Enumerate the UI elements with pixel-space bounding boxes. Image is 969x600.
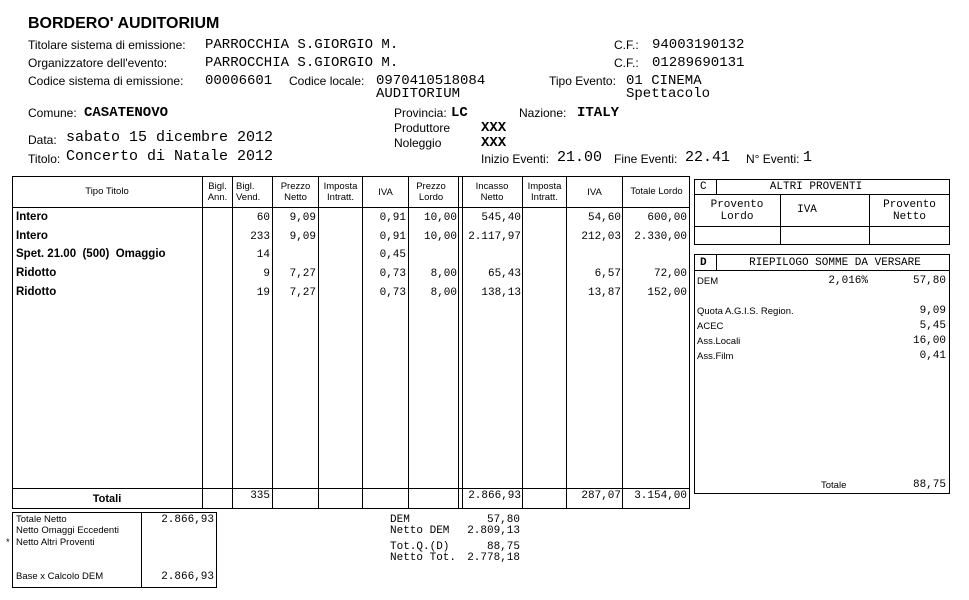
nazione-label: Nazione: — [519, 106, 567, 120]
titolo-value: Concerto di Natale 2012 — [66, 148, 274, 165]
riepilogo-dem-label: DEM — [697, 276, 719, 287]
riepilogo-item-value: 16,00 — [912, 335, 946, 347]
row-incasso: 545,40 — [481, 212, 521, 224]
organizzatore-label: Organizzatore dell'evento: — [28, 56, 168, 70]
riepilogo-item-value: 9,09 — [919, 305, 946, 317]
row-vend: 9 — [263, 268, 270, 280]
row-tipo: Intero — [16, 211, 48, 223]
row-totale: 600,00 — [647, 212, 687, 224]
row-tipo: Intero — [16, 230, 48, 242]
provincia-value: LC — [451, 105, 468, 121]
row-incasso: 65,43 — [487, 268, 521, 280]
col-header-imposta-intratt: Imposta Intratt. — [323, 181, 358, 203]
row-iva: 0,45 — [379, 249, 406, 261]
titles-table — [12, 176, 690, 509]
summary-label: Netto DEM — [390, 525, 450, 537]
col-header-bigl-anno: Bigl. Ann. — [207, 181, 228, 203]
row-vend: 233 — [250, 231, 270, 243]
riepilogo-totale-label: Totale — [821, 480, 847, 491]
inizio-value: 21.00 — [557, 149, 603, 166]
cf-value-2: 01289690131 — [652, 55, 745, 71]
titolo-label: Titolo: — [28, 152, 61, 166]
riepilogo-box — [694, 254, 950, 494]
summary-label: DEM — [390, 514, 410, 526]
totals-vend: 335 — [250, 490, 270, 502]
row-prezzo-netto: 7,27 — [289, 287, 316, 299]
noleggio-value: XXX — [481, 135, 507, 151]
organizzatore-value: PARROCCHIA S.GIORGIO M. — [205, 55, 399, 71]
tipo-evento-sub: Spettacolo — [626, 86, 711, 102]
col-header-prezzo-netto: Prezzo Netto — [280, 181, 311, 203]
row-vend: 19 — [256, 287, 270, 299]
row-totale: 2.330,00 — [634, 231, 687, 243]
iva-header: IVA — [797, 204, 817, 216]
provincia-label: Provincia: — [394, 106, 447, 120]
row-prezzo-lordo: 10,00 — [423, 212, 457, 224]
row-incasso: 138,13 — [481, 287, 521, 299]
codice-locale-value: 0970410518084 — [376, 73, 486, 89]
codice-sistema-value: 00006601 — [205, 73, 273, 89]
netto-altri-label: Netto Altri Proventi — [16, 537, 95, 548]
noleggio-label: Noleggio — [394, 136, 442, 150]
row-iva: 0,73 — [379, 268, 406, 280]
riepilogo-item-value: 0,41 — [919, 350, 946, 362]
row-vend: 60 — [256, 212, 270, 224]
row-iva-2: 13,87 — [587, 287, 621, 299]
riepilogo-letter: D — [700, 257, 707, 269]
row-tipo: Spet. 21.00 (500) Omaggio — [16, 248, 166, 260]
totals-label: Totali — [92, 493, 122, 505]
totale-netto-value: 2.866,93 — [161, 514, 214, 526]
page-title: BORDERO' AUDITORIUM — [28, 15, 220, 32]
riepilogo-totale-value: 88,75 — [912, 479, 946, 491]
data-value: sabato 15 dicembre 2012 — [66, 129, 274, 146]
row-iva-2: 212,03 — [581, 231, 621, 243]
riepilogo-item-value: 5,45 — [919, 320, 946, 332]
row-prezzo-netto: 9,09 — [289, 231, 316, 243]
totals-totale: 3.154,00 — [634, 490, 687, 502]
row-incasso: 2.117,97 — [468, 231, 521, 243]
tipo-evento-label: Tipo Evento: — [549, 74, 616, 88]
summary-label: Netto Tot. — [390, 552, 457, 564]
base-dem-value: 2.866,93 — [161, 571, 214, 583]
row-iva: 0,91 — [379, 212, 406, 224]
totals-iva: 287,07 — [581, 490, 621, 502]
codice-locale-name: AUDITORIUM — [376, 86, 461, 102]
summary-value: 57,80 — [486, 514, 520, 526]
riepilogo-item-label: Quota A.G.I.S. Region. — [697, 306, 794, 317]
col-header-bigl-vend: Bigl. Vend. — [236, 181, 261, 203]
col-header-iva: IVA — [378, 187, 393, 198]
summary-label: Tot.Q.(D) — [390, 541, 450, 553]
col-header-imposta-intratt-2: Imposta Intratt. — [527, 181, 562, 203]
tipo-evento-value: 01 CINEMA — [626, 73, 702, 89]
row-prezzo-netto: 7,27 — [289, 268, 316, 280]
nazione-value: ITALY — [577, 105, 620, 121]
inizio-label: Inizio Eventi: — [481, 152, 550, 166]
col-header-prezzo-lordo: Prezzo Lordo — [416, 181, 446, 203]
cf-value-1: 94003190132 — [652, 37, 745, 53]
base-dem-label: Base x Calcolo DEM — [16, 571, 104, 582]
row-totale: 152,00 — [647, 287, 687, 299]
produttore-value: XXX — [481, 120, 507, 136]
summary-value: 88,75 — [486, 541, 520, 553]
row-iva: 0,91 — [379, 231, 406, 243]
produttore-label: Produttore — [394, 121, 451, 135]
row-tipo: Ridotto — [16, 286, 57, 298]
row-vend: 14 — [256, 249, 270, 261]
altri-proventi-letter: C — [700, 181, 707, 193]
row-iva-2: 54,60 — [587, 212, 621, 224]
row-prezzo-lordo: 10,00 — [423, 231, 457, 243]
neventi-value: 1 — [803, 149, 813, 166]
col-header-totale-lordo: Totale Lordo — [630, 186, 683, 197]
altri-proventi-title: ALTRI PROVENTI — [769, 181, 863, 193]
codice-locale-label: Codice locale: — [289, 74, 365, 88]
provento-lordo-header: Provento Lordo — [710, 199, 764, 223]
row-prezzo-netto: 9,09 — [289, 212, 316, 224]
summary-value: 2.778,18 — [467, 552, 520, 564]
row-prezzo-lordo: 8,00 — [430, 268, 457, 280]
fine-value: 22.41 — [685, 149, 731, 166]
asterisk-mark: * — [6, 537, 10, 548]
totals-incasso: 2.866,93 — [468, 490, 521, 502]
netto-omaggi-label: Netto Omaggi Eccedenti — [16, 525, 119, 536]
provento-netto-header: Provento Netto — [883, 199, 936, 223]
riepilogo-item-label: Ass.Locali — [697, 336, 741, 347]
comune-label: Comune: — [28, 106, 77, 120]
comune-value: CASATENOVO — [84, 105, 169, 121]
riepilogo-item-label: Ass.Film — [697, 351, 734, 362]
summary-value: 2.809,13 — [467, 525, 520, 537]
row-tipo: Ridotto — [16, 267, 57, 279]
row-iva: 0,73 — [379, 287, 406, 299]
col-header-iva-2: IVA — [587, 187, 602, 198]
totale-netto-label: Totale Netto — [16, 514, 67, 525]
riepilogo-dem-value: 57,80 — [912, 275, 946, 287]
neventi-label: N° Eventi: — [746, 152, 800, 166]
col-header-incasso-netto: Incasso Netto — [475, 181, 509, 203]
riepilogo-item-label: ACEC — [697, 321, 724, 332]
codice-sistema-label: Codice sistema di emissione: — [28, 74, 184, 88]
data-label: Data: — [28, 133, 57, 147]
cf-label-1: C.F.: — [614, 38, 639, 52]
row-totale: 72,00 — [653, 268, 687, 280]
riepilogo-title: RIEPILOGO SOMME DA VERSARE — [749, 257, 921, 269]
cf-label-2: C.F.: — [614, 56, 639, 70]
row-iva-2: 6,57 — [594, 268, 621, 280]
titolare-value: PARROCCHIA S.GIORGIO M. — [205, 37, 399, 53]
row-prezzo-lordo: 8,00 — [430, 287, 457, 299]
col-header-tipo-titolo: Tipo Titolo — [85, 186, 129, 197]
fine-label: Fine Eventi: — [614, 152, 678, 166]
titolare-label: Titolare sistema di emissione: — [28, 38, 186, 52]
riepilogo-dem-pct: 2,016% — [828, 275, 868, 287]
